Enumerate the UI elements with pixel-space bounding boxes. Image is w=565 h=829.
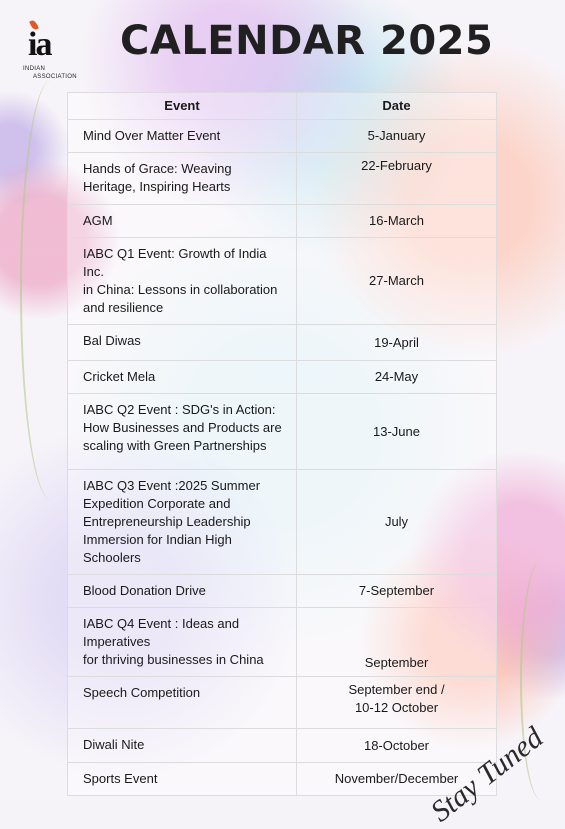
date-cell: 18-October [297, 729, 497, 763]
table-row [68, 238, 497, 325]
date-cell: 22-February [297, 153, 497, 205]
date-column-header: Date [297, 93, 497, 120]
table-header-row [68, 93, 497, 120]
table-row [68, 153, 497, 205]
stay-tuned-signature: Stay Tuned [424, 720, 549, 829]
event-cell: Bal Diwas [68, 325, 297, 361]
logo-text-line2: ASSOCIATION [33, 74, 77, 80]
event-column-header: Event [68, 93, 297, 120]
event-cell: Diwali Nite [68, 729, 297, 763]
table-row [68, 763, 497, 796]
event-cell: IABC Q1 Event: Growth of India Inc. in China: Lessons in collaboration and resilience [68, 238, 297, 325]
event-cell: Speech Competition [68, 677, 297, 729]
logo-mark: ia [28, 26, 51, 63]
date-cell: September [297, 608, 497, 677]
event-cell: IABC Q4 Event : Ideas and Imperatives for thriving businesses in China [68, 608, 297, 677]
date-cell: 27-March [297, 238, 497, 325]
event-cell: AGM [68, 205, 297, 238]
date-cell: 16-March [297, 205, 497, 238]
date-cell: 13-June [297, 394, 497, 470]
event-cell: IABC Q3 Event :2025 Summer Expedition Corporate and Entrepreneurship Leadership Immersion for Indian High Schoolers [68, 470, 297, 575]
event-cell: Cricket Mela [68, 361, 297, 394]
table-row [68, 205, 497, 238]
event-cell: Sports Event [68, 763, 297, 796]
date-cell: November/December [297, 763, 497, 796]
event-cell: Mind Over Matter Event [68, 120, 297, 153]
page-title: CALENDAR 2025 [120, 18, 494, 64]
date-cell: 5-January [297, 120, 497, 153]
table-row [68, 575, 497, 608]
table-row [68, 361, 497, 394]
events-table [67, 92, 497, 796]
table-row [68, 394, 497, 470]
date-cell: 19-April [297, 325, 497, 361]
date-cell: 24-May [297, 361, 497, 394]
table-row [68, 729, 497, 763]
table-row [68, 608, 497, 677]
table-row [68, 325, 497, 361]
table-row [68, 120, 497, 153]
logo-text-line1: INDIAN [23, 66, 46, 72]
date-cell: September end / 10-12 October [297, 677, 497, 729]
indian-association-logo [20, 18, 90, 84]
table-row [68, 470, 497, 575]
event-cell: Hands of Grace: Weaving Heritage, Inspiring Hearts [68, 153, 297, 205]
date-cell: July [297, 470, 497, 575]
date-cell: 7-September [297, 575, 497, 608]
event-cell: Blood Donation Drive [68, 575, 297, 608]
table-row [68, 677, 497, 729]
event-cell: IABC Q2 Event : SDG's in Action: How Businesses and Products are scaling with Green Partnerships [68, 394, 297, 470]
